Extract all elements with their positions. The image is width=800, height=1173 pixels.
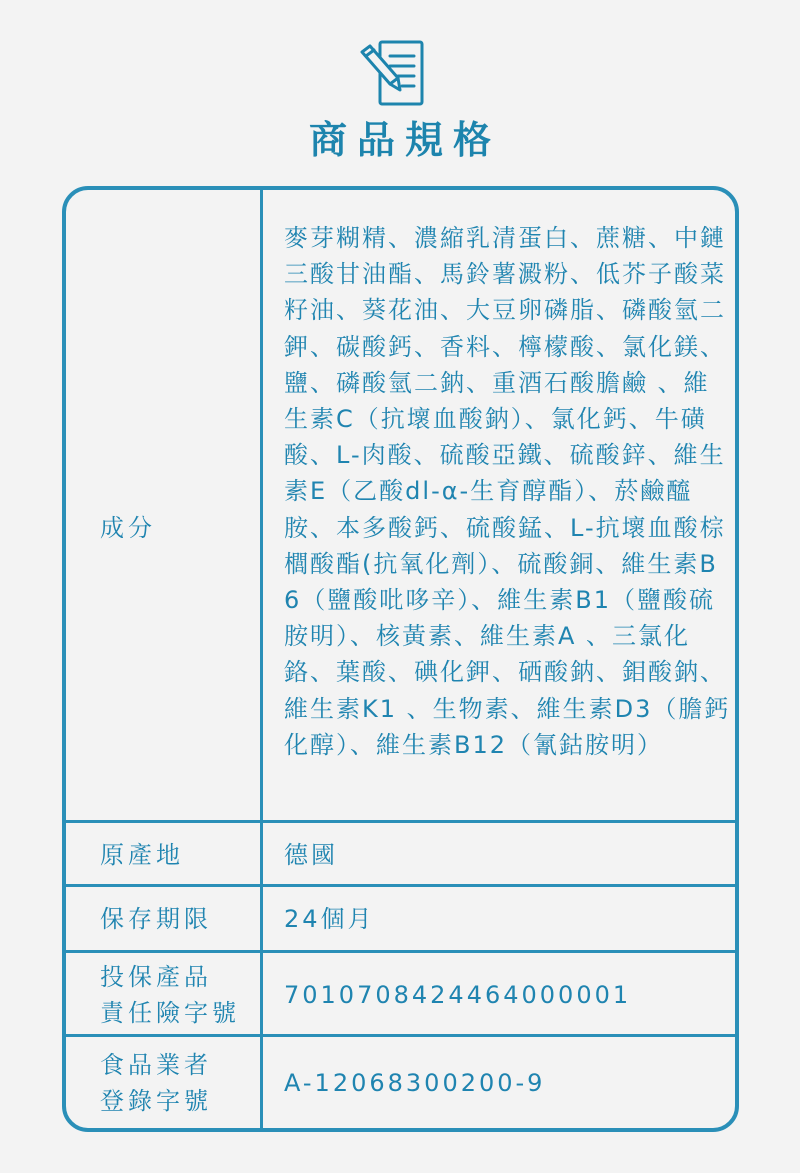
- spec-row-ingredients: [66, 190, 735, 820]
- shelf-life-value: 24個月: [284, 905, 375, 933]
- ingredients-label: 成分: [100, 514, 156, 542]
- spec-table: [62, 186, 739, 1132]
- spec-row-registration: [66, 1034, 735, 1132]
- shelf-life-label: 保存期限: [100, 905, 212, 933]
- spec-row-insurance: [66, 950, 735, 1037]
- insurance-label-line2: 責任險字號: [100, 999, 240, 1027]
- registration-label: [100, 1047, 250, 1119]
- registration-label-line1: 食品業者: [100, 1051, 212, 1079]
- registration-label-line2: 登錄字號: [100, 1087, 212, 1115]
- spec-row-shelf-life: [66, 884, 735, 953]
- insurance-value: 7010708424464000001: [284, 981, 632, 1009]
- spec-row-origin: [66, 820, 735, 887]
- page-title: 商品規格: [308, 118, 501, 162]
- origin-label: 原產地: [100, 841, 184, 869]
- origin-value: 德國: [284, 841, 338, 869]
- document-pencil-icon: [358, 38, 430, 110]
- ingredients-value: 麥芽糊精、濃縮乳清蛋白、蔗糖、中鏈三酸甘油酯、馬鈴薯澱粉、低芥子酸菜籽油、葵花油、大豆卵磷脂、磷酸氫二鉀、碳酸鈣、香料、檸檬酸、氯化鎂、鹽、磷酸氫二鈉、重酒石酸膽鹼 、維生素C（抗壞血酸鈉）、氯化鈣、牛磺酸、L-肉酸、硫酸亞鐵、硫酸鋅、維生素E（乙酸dl-α-生育醇酯）、菸鹼醯胺、本多酸鈣、硫酸錳、L-抗壞血酸棕櫚酸酯(抗氧化劑）、硫酸銅、維生素B6（鹽酸吡哆辛）、維生素B1（鹽酸硫胺明）、核黃素、維生素A 、三氯化鉻、葉酸、碘化鉀、硒酸鈉、鉬酸鈉、維生素K1 、生物素、維生素D3（膽鈣化醇）、維生素B12（氰鈷胺明）: [284, 224, 731, 759]
- registration-value: A-12068300200-9: [284, 1069, 546, 1097]
- insurance-label-line1: 投保產品: [100, 963, 212, 991]
- insurance-label: [100, 959, 250, 1031]
